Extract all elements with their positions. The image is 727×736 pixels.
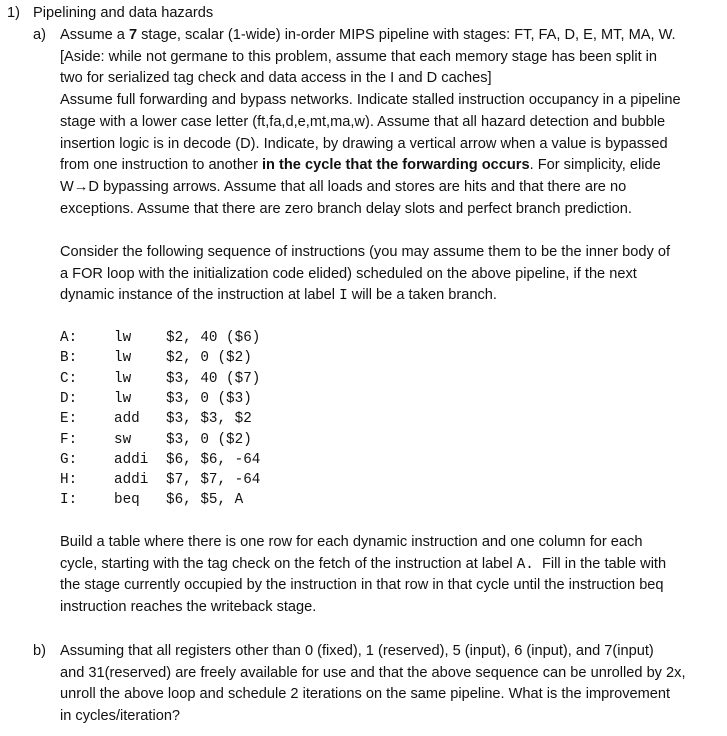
code-label: A: (60, 330, 78, 346)
code-label: B: (60, 350, 78, 367)
paragraph-line: exceptions. Assume that there are zero branch delay slots and perfect branch prediction. (60, 200, 632, 217)
paragraph-line: a FOR loop with the initialization code elided) scheduled on the above pipeline, if the next (60, 265, 637, 282)
paragraph-line: two for serialized tag check and data access in the I and D caches] (60, 70, 492, 87)
code-operands: $3, 0 ($3) (166, 390, 252, 407)
forwarding-emphasis: in the cycle that the forwarding occurs (262, 157, 530, 174)
code-label: G: (60, 451, 78, 468)
code-label: H: (60, 472, 78, 489)
code-label: D: (60, 390, 78, 407)
paragraph-line: cycle, starting with the tag check on the fetch of the instruction at label A. Fill in the table with (60, 555, 667, 573)
code-label: E: (60, 411, 78, 428)
paragraph-line: Assume a 7 stage, scalar (1-wide) in-order MIPS pipeline with stages: FT, FA, D, E, MT, MA, W. (60, 27, 676, 43)
code-label: I: (60, 492, 78, 509)
code-opcode: sw (114, 431, 132, 448)
paragraph-line: stage with a lower case letter (ft,fa,d,e,mt,ma,w). Assume that all hazard detection and bubble (60, 113, 666, 130)
paragraph-line: W→D bypassing arrows. Assume that all loads and stores are hits and that there are no (60, 178, 627, 195)
right-arrow-icon: → (73, 178, 89, 195)
code-operands: $7, $7, -64 (166, 472, 261, 489)
paragraph-line: Assuming that all registers other than 0 (fixed), 1 (reserved), 5 (input), 6 (input), and 7(input) (60, 643, 654, 659)
code-opcode: add (114, 411, 140, 428)
code-operands: $2, 40 ($6) (166, 330, 261, 346)
part-a-label: a) (33, 27, 46, 43)
paragraph-line: the stage currently occupied by the instruction in that row in that cycle until the instruction beq (60, 577, 664, 594)
code-operands: $3, $3, $2 (166, 411, 252, 428)
code-opcode: lw (114, 390, 132, 407)
code-opcode: addi (114, 451, 149, 468)
paragraph-line: [Aside: while not germane to this problem, assume that each memory stage has been split in (60, 48, 658, 65)
question-title: Pipelining and data hazards (33, 5, 214, 21)
code-opcode: lw (114, 350, 132, 367)
inline-code: I (339, 288, 348, 305)
code-label: F: (60, 431, 78, 448)
paragraph-line: Assume full forwarding and bypass networks. Indicate stalled instruction occupancy in a pipeline (60, 92, 681, 109)
code-operands: $2, 0 ($2) (166, 350, 252, 367)
code-label: C: (60, 370, 78, 387)
code-opcode: lw (114, 330, 132, 346)
paragraph-line: from one instruction to another in the cycle that the forwarding occurs. For simplicity, elide (60, 157, 661, 174)
paragraph-line: in cycles/iteration? (60, 708, 181, 725)
code-operands: $3, 40 ($7) (166, 370, 261, 387)
code-opcode: addi (114, 472, 149, 489)
paragraph-line: unroll the above loop and schedule 2 iterations on the same pipeline. What is the improvement (60, 686, 671, 703)
code-opcode: lw (114, 370, 132, 387)
code-opcode: beq (114, 492, 140, 509)
paragraph-line: Consider the following sequence of instructions (you may assume them to be the inner body of (60, 244, 671, 260)
inline-code: A. (516, 556, 534, 573)
question-number: 1) (7, 5, 20, 21)
part-b-label: b) (33, 643, 46, 659)
paragraph-line: Build a table where there is one row for each dynamic instruction and one column for each (60, 534, 643, 550)
paragraph-line: instruction reaches the writeback stage. (60, 599, 317, 616)
paragraph-line: and 31(reserved) are freely available for use and that the above sequence can be unrolled by 2x, (60, 664, 686, 681)
code-operands: $6, $5, A (166, 492, 244, 509)
paragraph-line: insertion logic is in decode (D). Indicate, by drawing a vertical arrow when a value is bypassed (60, 135, 668, 152)
paragraph-line: dynamic instance of the instruction at label I will be a taken branch. (60, 287, 497, 305)
code-operands: $3, 0 ($2) (166, 431, 252, 448)
code-operands: $6, $6, -64 (166, 451, 261, 468)
